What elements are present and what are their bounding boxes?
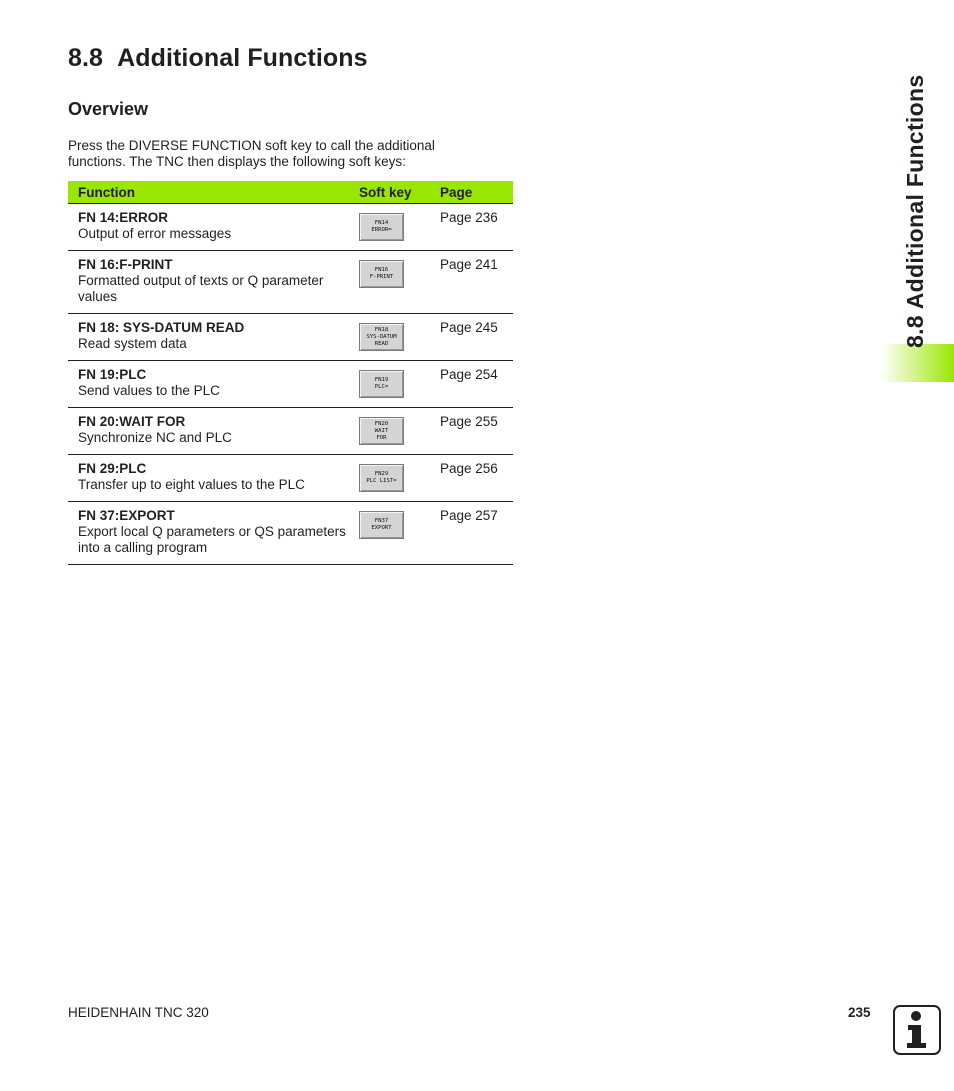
info-glyph	[902, 1010, 932, 1050]
softkey-label-line: WAIT	[374, 427, 389, 434]
function-description: Send values to the PLC	[78, 383, 220, 398]
page-reference: Page 256	[430, 455, 513, 502]
table-row	[68, 455, 513, 502]
section-number: 8.8	[68, 44, 104, 72]
functions-table	[68, 181, 513, 565]
softkey-button	[359, 464, 404, 492]
table-row	[68, 204, 513, 251]
function-description: Formatted output of texts or Q parameter values	[78, 273, 324, 304]
function-description: Read system data	[78, 336, 187, 351]
softkey-button	[359, 417, 404, 445]
page-reference: Page 241	[430, 251, 513, 314]
softkey-button	[359, 370, 404, 398]
softkey-button	[359, 511, 404, 539]
softkey-label-line: FN29	[374, 471, 389, 477]
table-row	[68, 314, 513, 361]
side-tab-title: 8.8 Additional Functions	[902, 74, 928, 348]
function-description: Export local Q parameters or QS parameters into a calling program	[78, 524, 346, 555]
softkey-cell	[347, 455, 430, 502]
softkey-label-line: READ	[374, 340, 389, 347]
table-header-row	[68, 181, 513, 204]
softkey-label-line: ERROR=	[371, 227, 392, 233]
subsection-title: Overview	[68, 99, 149, 119]
softkey-label-line: SYS-DATUM	[366, 333, 397, 340]
softkey-label-line: EXPORT	[371, 525, 392, 531]
softkey-cell	[347, 251, 430, 314]
function-name: FN 14:ERROR	[78, 210, 169, 225]
footer-page-number: 235	[848, 1005, 871, 1020]
softkey-label-line: FN18	[374, 326, 389, 333]
table-body	[68, 204, 513, 565]
section-title-text: Additional Functions	[117, 44, 368, 72]
softkey-label-line: FN20	[374, 420, 389, 427]
softkey-button	[359, 213, 404, 241]
function-cell	[68, 408, 347, 455]
page-reference: Page 255	[430, 408, 513, 455]
header-function: Function	[68, 181, 347, 204]
function-name: FN 19:PLC	[78, 367, 147, 382]
function-cell	[68, 502, 347, 565]
softkey-label-line: PLC=	[374, 384, 389, 390]
page-reference: Page 254	[430, 361, 513, 408]
page-reference: Page 236	[430, 204, 513, 251]
softkey-label-line: FN37	[374, 518, 389, 524]
side-tab-marker	[880, 344, 954, 382]
table-row	[68, 361, 513, 408]
softkey-cell	[347, 204, 430, 251]
header-softkey: Soft key	[347, 181, 430, 204]
softkey-cell	[347, 361, 430, 408]
section-title	[68, 44, 368, 73]
function-cell	[68, 455, 347, 502]
function-name: FN 18: SYS-DATUM READ	[78, 320, 245, 335]
softkey-button	[359, 260, 404, 288]
function-cell	[68, 361, 347, 408]
softkey-label-line: FN14	[374, 220, 389, 226]
softkey-cell	[347, 408, 430, 455]
softkey-label-line: FN16	[374, 267, 389, 273]
function-description: Output of error messages	[78, 226, 232, 241]
function-cell	[68, 251, 347, 314]
softkey-label-line: PLC LIST=	[366, 478, 397, 484]
softkey-button	[359, 323, 404, 351]
page-reference: Page 257	[430, 502, 513, 565]
softkey-cell	[347, 314, 430, 361]
softkey-label-line: F-PRINT	[369, 274, 394, 280]
function-cell	[68, 204, 347, 251]
softkey-cell	[347, 502, 430, 565]
table-row	[68, 408, 513, 455]
function-name: FN 37:EXPORT	[78, 508, 175, 523]
function-name: FN 20:WAIT FOR	[78, 414, 186, 429]
function-cell	[68, 314, 347, 361]
softkey-label-line: FN19	[374, 377, 389, 383]
function-description: Synchronize NC and PLC	[78, 430, 232, 445]
function-name: FN 16:F-PRINT	[78, 257, 173, 272]
header-page: Page	[430, 181, 513, 204]
function-description: Transfer up to eight values to the PLC	[78, 477, 305, 492]
softkey-label-line: FOR	[376, 434, 387, 441]
page-reference: Page 245	[430, 314, 513, 361]
intro-paragraph: Press the DIVERSE FUNCTION soft key to call the additional functions. The TNC then displays the following soft keys:	[68, 138, 435, 169]
table-row	[68, 251, 513, 314]
function-name: FN 29:PLC	[78, 461, 147, 476]
info-icon	[893, 1005, 941, 1055]
table-row	[68, 502, 513, 565]
footer-product-name: HEIDENHAIN TNC 320	[68, 1005, 209, 1020]
